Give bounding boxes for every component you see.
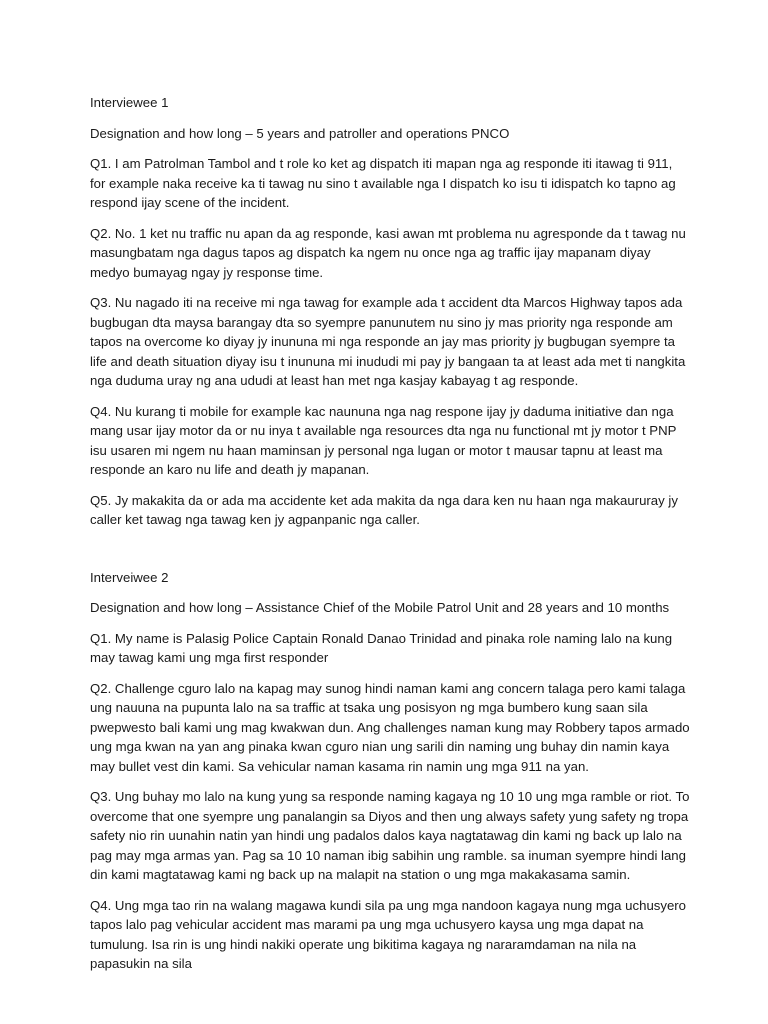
interviewee-2-answer-q1: Q1. My name is Palasig Police Captain Ronald Danao Trinidad and pinaka role naming lalo na kung may tawag kami ung mga first responder	[90, 630, 673, 665]
interviewee-1-answer-q3: Q3. Nu nagado iti na receive mi nga tawag for example ada t accident dta Marcos Highway tapos ada bugbugan dta maysa barangay dta so syempre panunutem nu sino jy mas priority nga responde am tapos na overcome ko diyay jy inununa mi nga responde an jay mas priority jy bugbugan syempre ta life and death situation diyay isu t inununa mi inududi mi pay jy bangaan ta at least ada met ti nangkita nga duduma uray ng ana ududi at least han met nga kasjay kabayag t ag responde.	[90, 295, 686, 388]
interviewee-2-answer-q3: Q3. Ung buhay mo lalo na kung yung sa responde naming kagaya ng 10 10 ung mga ramble or riot. To overcome that one syempre ung panalangin sa Diyos and then ung always safety yung safety ng tropa safety nio rin uunahin natin yan hindi ung padalos dalos kaya nagtatawag din kami ng back up lalo na pag may mga armas yan. Pag sa 10 10 naman ibig sabihin ung ramble. sa inuman syempre hindi lang din kami magtatawag kami ng back up na malapit na station o ung mga makakasama samin.	[90, 789, 690, 882]
interviewee-2-heading: Interveiwee 2	[90, 569, 169, 585]
interviewee-2-answer-q2: Q2. Challenge cguro lalo na kapag may sunog hindi naman kami ang concern talaga pero kami talaga ung nauuna na pupunta lalo na sa traffic at tsaka ung posisyon ng mga bumbero kung saan sila pwepwesto bali kami ung mag kwakwan dun. Ang challenges naman kung may Robbery tapos armado ung mga kwan na yan ang pinaka kwan cguro nian ung sarili din naming ung buhay din namin kaya may bullet vest din kami. Sa vehicular naman kasama rin namin ung mga 911 na yan.	[90, 680, 690, 774]
interviewee-1-answer-q4: Q4. Nu kurang ti mobile for example kac naununa nga nag respone ijay jy daduma initiative dan nga mang usar ijay motor da or nu inya t available nga resources dta nga nu functional mt jy motor t PNP isu usaren mi ngem nu haan maminsan jy personal nga lugan or motor t mausar tapnu at least ma responde an karo nu life and death jy mapanan.	[90, 403, 677, 477]
interviewee-1-answer-q1: Q1. I am Patrolman Tambol and t role ko ket ag dispatch iti mapan nga ag responde iti itawag ti 911, for example naka receive ka ti tawag nu sino t available nga I dispatch ko isu ti idispatch ko tapno ag respond ijay scene of the incident.	[90, 156, 676, 210]
interviewee-1-answer-q2: Q2. No. 1 ket nu traffic nu apan da ag responde, kasi awan mt problema nu agresponde da t tawag nu masungbatam nga dagus tapos ag dispatch ka ngem nu once nga ag traffic ijay mapanam diyay medyo bumayag ngay jy response time.	[90, 225, 686, 280]
interviewee-2-section	[90, 568, 690, 974]
interviewee-1-answer-q5: Q5. Jy makakita da or ada ma accidente ket ada makita da nga dara ken nu haan nga makaururay jy caller ket tawag nga tawag ken jy agpanpanic nga caller.	[90, 492, 678, 527]
interviewee-2-answer-q4: Q4. Ung mga tao rin na walang magawa kundi sila pa ung mga nandoon kagaya nung mga uchusyero tapos lalo pag vehicular accident mas marami pa ung mga uchusyero kaysa ung mga dapat na tumulung. Isa rin is ung hindi nakiki operate ung bikitima kagaya ng nararamdaman na nila na papasukin na sila	[90, 897, 687, 971]
interviewee-1-designation: Designation and how long – 5 years and patroller and operations PNCO	[90, 125, 510, 141]
interviewee-1-section	[90, 93, 690, 530]
document-body	[90, 93, 690, 985]
interviewee-2-designation: Designation and how long – Assistance Chief of the Mobile Patrol Unit and 28 years and 10 months	[90, 600, 670, 615]
interviewee-1-heading: Interviewee 1	[90, 95, 169, 110]
section-spacer	[90, 541, 690, 568]
